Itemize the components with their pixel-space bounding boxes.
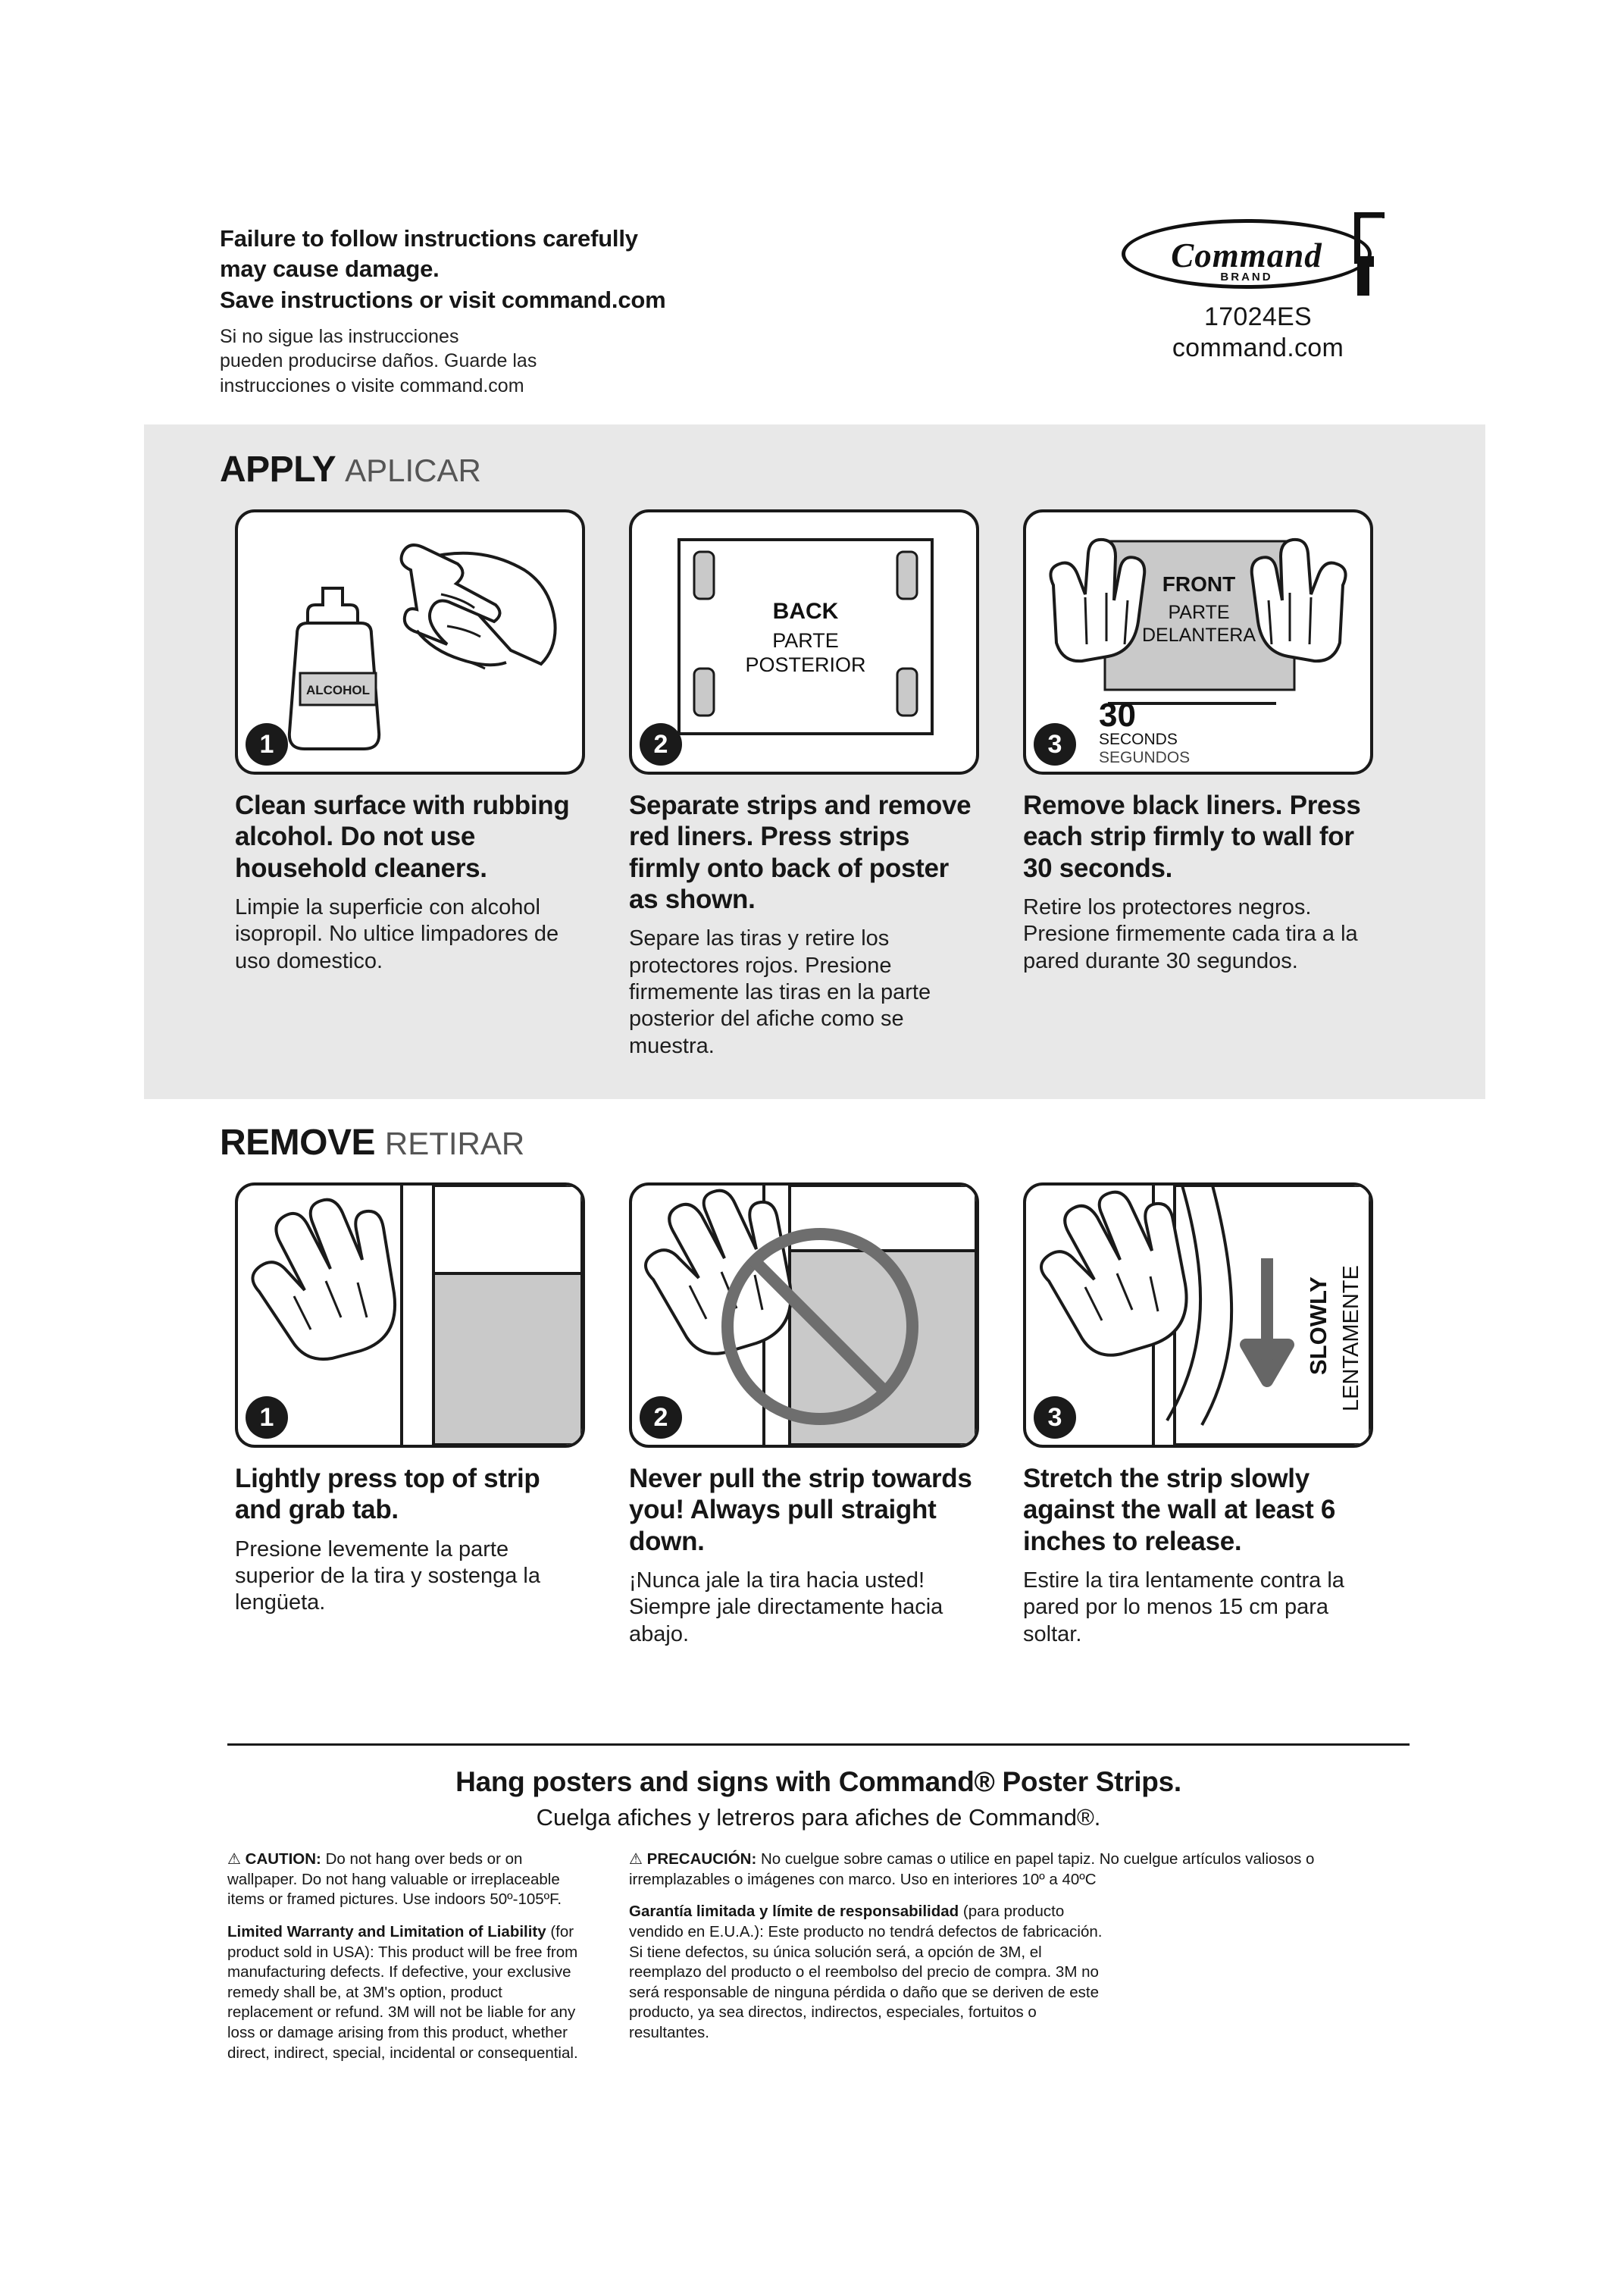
svg-text:SECONDS: SECONDS	[1099, 731, 1178, 748]
header-warning-es-line3: instrucciones o visite command.com	[220, 374, 524, 396]
svg-text:SEGUNDOS: SEGUNDOS	[1099, 749, 1191, 766]
header-warning-en-line3: Save instructions or visit command.com	[220, 286, 666, 313]
warranty-label-en: Limited Warranty and Limitation of Liability	[227, 1922, 546, 1940]
svg-text:BACK: BACK	[772, 599, 839, 624]
logo-tab-icon	[1349, 210, 1388, 299]
press-poster-front-icon	[1026, 512, 1370, 772]
stretch-strip-slowly-icon	[1026, 1186, 1370, 1445]
remove-step-3-caption-en: Stretch the strip slowly against the wall at least 6 inches to release.	[1023, 1464, 1336, 1556]
warranty-text-en: (for product sold in USA): This product will be free from manufacturing defects. If defective, your exclusive remedy shall be, at 3M's option, product replacement or refund. 3M will not be liable for any loss or damage arising from this product, whether direct, indirect, special, incidental or consequential.	[227, 1922, 578, 2062]
warranty-text-es: (para producto vendido en E.U.A.): Este producto no tendrá defectos de fabricación. Si tiene defectos, su única solución será, a opción de 3M, el reemplazo del producto o el reembolso del precio de compra. 3M no será responsable de ninguna pérdida o daño que se deriven de este producto, ya sea directos, indirectos, especiales, fortuitos o resultantes.	[629, 1903, 1103, 2042]
apply-steps	[235, 509, 1373, 1060]
warranty-label-es: Garantía limitada y límite de responsabilidad	[629, 1903, 959, 1921]
remove-step-3-badge: 3	[1034, 1396, 1076, 1439]
caution-text-es: No cuelgue sobre camas o utilice en papel tapiz. No cuelgue artículos valiosos o irremplazables o imágenes con marco. Uso en interiores 10º a 40ºC	[629, 1850, 1315, 1888]
apply-step-3-figure	[1023, 509, 1373, 775]
remove-step-1-figure	[235, 1182, 585, 1448]
apply-step-3	[1023, 509, 1373, 1060]
logo-wordmark: Command	[1171, 236, 1322, 274]
warning-triangle-icon: ⚠	[227, 1851, 241, 1868]
remove-title-en: REMOVE	[220, 1123, 376, 1163]
apply-title	[220, 449, 481, 490]
command-logo	[1114, 208, 1402, 299]
apply-step-1-badge: 1	[246, 723, 288, 766]
remove-step-2-badge: 2	[640, 1396, 682, 1439]
caution-text-en: Do not hang over beds or on wallpaper. Do not hang valuable or irreplaceable items or framed pictures. Use indoors 50º-105ºF.	[227, 1850, 562, 1909]
svg-text:ALCOHOL: ALCOHOL	[305, 683, 371, 697]
footer-columns	[227, 1850, 1410, 2063]
remove-step-2-figure	[629, 1182, 979, 1448]
remove-title	[220, 1122, 524, 1164]
caution-label-en: CAUTION:	[245, 1850, 321, 1868]
apply-step-2-badge: 2	[640, 723, 682, 766]
remove-title-es: RETIRAR	[384, 1126, 525, 1161]
apply-step-1-caption-es: Limpie la superficie con alcohol isopropil. No ultice limpadores de uso domestico.	[235, 894, 559, 973]
remove-step-2-caption-es: ¡Nunca jale la tira hacia usted! Siempre jale directamente hacia abajo.	[629, 1568, 943, 1646]
press-strip-grab-tab-icon	[238, 1186, 582, 1445]
remove-steps	[235, 1182, 1373, 1648]
poster-back-strips-icon	[632, 512, 976, 772]
apply-title-es: APLICAR	[345, 453, 481, 488]
alcohol-and-cloth-icon	[238, 512, 582, 772]
footer-title-en: Hang posters and signs with Command® Poster Strips.	[455, 1766, 1181, 1797]
logo-brand-text: BRAND	[1220, 271, 1273, 283]
header-warning-es-line2: pueden producirse daños. Guarde las	[220, 350, 537, 372]
footer-title-es: Cuelga afiches y letreros para afiches de Command®.	[536, 1804, 1101, 1831]
svg-text:LENTAMENTE: LENTAMENTE	[1339, 1265, 1363, 1411]
caution-label-es: PRECAUCIÓN:	[646, 1850, 757, 1868]
brand-block	[1106, 208, 1410, 363]
footer-col-english	[227, 1850, 591, 2063]
apply-title-en: APPLY	[220, 449, 336, 490]
apply-step-1	[235, 509, 585, 1060]
apply-step-1-figure	[235, 509, 585, 775]
remove-step-3-figure	[1023, 1182, 1373, 1448]
remove-step-1	[235, 1182, 585, 1648]
svg-text:FRONT: FRONT	[1162, 572, 1236, 596]
warning-triangle-icon-es: ⚠	[629, 1851, 643, 1868]
apply-step-2-figure	[629, 509, 979, 775]
remove-step-1-badge: 1	[246, 1396, 288, 1439]
svg-text:30: 30	[1099, 697, 1136, 734]
remove-step-3-caption-es: Estire la tira lentamente contra la pared por lo menos 15 cm para soltar.	[1023, 1568, 1344, 1646]
header-warning-en-line1: Failure to follow instructions carefully	[220, 225, 638, 252]
svg-text:DELANTERA: DELANTERA	[1141, 625, 1256, 646]
product-code: 17024ES	[1203, 302, 1312, 331]
footer-divider	[227, 1743, 1410, 1746]
svg-text:POSTERIOR: POSTERIOR	[745, 653, 866, 676]
header	[220, 224, 1410, 421]
caution-en	[227, 1850, 591, 1910]
remove-step-2-caption-en: Never pull the strip towards you! Always pull straight down.	[629, 1464, 972, 1556]
apply-step-2-caption-en: Separate strips and remove red liners. Press strips firmly onto back of poster as shown.	[629, 791, 972, 914]
warranty-es	[629, 1902, 1114, 2043]
apply-step-2-caption-es: Separe las tiras y retire los protectores rojos. Presione firmemente las tiras en la parte posterior del afiche como se muestra.	[629, 926, 931, 1058]
header-warning-en-line2: may cause damage.	[220, 255, 440, 283]
remove-step-1-caption-es: Presione levemente la parte superior de la tira y sostenga la lengüeta.	[235, 1536, 540, 1615]
header-warning-es-line1: Si no sigue las instrucciones	[220, 325, 459, 347]
apply-step-2	[629, 509, 979, 1060]
caution-es	[629, 1850, 1402, 1890]
apply-step-3-badge: 3	[1034, 723, 1076, 766]
remove-step-1-caption-en: Lightly press top of strip and grab tab.	[235, 1464, 540, 1525]
remove-step-2	[629, 1182, 979, 1648]
website-text: command.com	[1172, 334, 1344, 362]
svg-text:SLOWLY: SLOWLY	[1305, 1276, 1331, 1375]
svg-text:PARTE: PARTE	[772, 629, 839, 652]
warranty-en	[227, 1922, 591, 2063]
svg-text:PARTE: PARTE	[1168, 602, 1230, 623]
remove-step-3	[1023, 1182, 1373, 1648]
apply-step-3-caption-es: Retire los protectores negros. Presione firmemente cada tira a la pared durante 30 segundos.	[1023, 894, 1358, 973]
apply-step-1-caption-en: Clean surface with rubbing alcohol. Do not use household cleaners.	[235, 791, 570, 883]
footer-col-spanish	[629, 1850, 1402, 2063]
do-not-pull-toward-icon	[632, 1186, 976, 1445]
apply-step-3-caption-en: Remove black liners. Press each strip firmly to wall for 30 seconds.	[1023, 791, 1361, 883]
